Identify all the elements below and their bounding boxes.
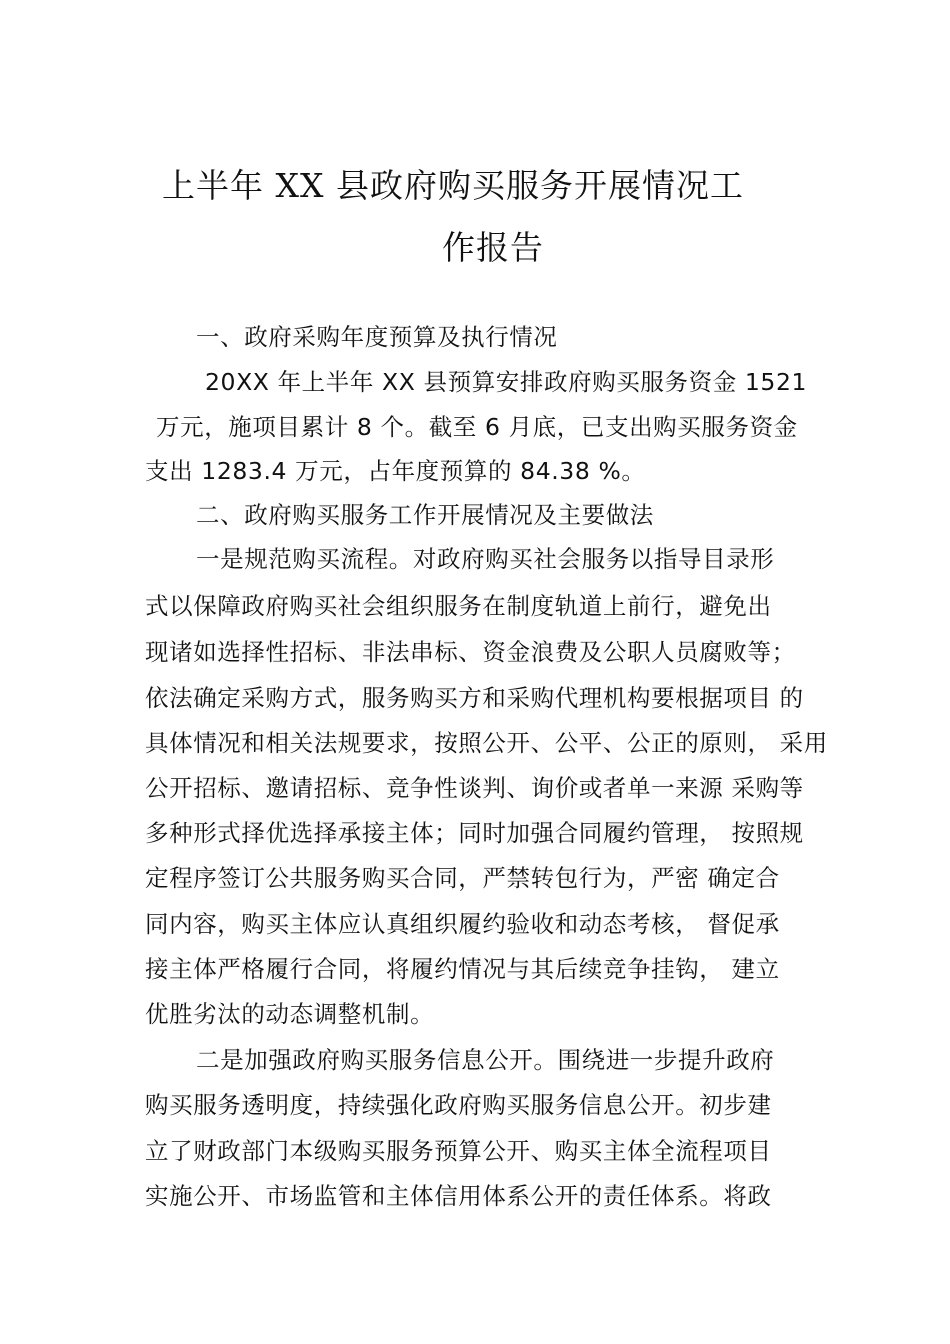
- paragraph-line: 优胜劣汰的动态调整机制。: [145, 1000, 435, 1028]
- document-title-line-2: 作报告: [442, 228, 544, 267]
- paragraph-line: 二是加强政府购买服务信息公开。围绕进一步提升政府: [196, 1046, 775, 1074]
- paragraph-line: 20XX 年上半年 XX 县预算安排政府购买服务资金 1521: [205, 368, 808, 396]
- paragraph-line: 现诸如选择性招标、非法串标、资金浪费及公职人员腐败等；: [145, 638, 796, 666]
- section-heading-budget: 一、政府采购年度预算及执行情况: [196, 323, 558, 351]
- paragraph-line: 定程序签订公共服务购买合同，严禁转包行为，严密 确定合: [145, 864, 780, 892]
- paragraph-line: 依法确定采购方式，服务购买方和采购代理机构要根据项目 的: [145, 684, 804, 712]
- paragraph-line: 式以保障政府购买社会组织服务在制度轨道上前行，避免出: [145, 592, 772, 620]
- section-heading-practices: 二、政府购买服务工作开展情况及主要做法: [196, 501, 654, 529]
- paragraph-line: 接主体严格履行合同，将履约情况与其后续竞争挂钩， 建立: [145, 955, 780, 983]
- paragraph-line: 具体情况和相关法规要求，按照公开、公平、公正的原则， 采用: [145, 729, 828, 757]
- paragraph-line: 购买服务透明度，持续强化政府购买服务信息公开。初步建: [145, 1091, 772, 1119]
- paragraph-line: 万元，施项目累计 8 个。截至 6 月底，已支出购买服务资金: [156, 413, 798, 441]
- paragraph-line: 立了财政部门本级购买服务预算公开、购买主体全流程项目: [145, 1137, 772, 1165]
- paragraph-line: 实施公开、市场监管和主体信用体系公开的责任体系。将政: [145, 1182, 772, 1210]
- paragraph-line: 同内容，购买主体应认真组织履约验收和动态考核， 督促承: [145, 910, 780, 938]
- paragraph-line: 公开招标、邀请招标、竞争性谈判、询价或者单一来源 采购等: [145, 774, 804, 802]
- paragraph-line: 一是规范购买流程。对政府购买社会服务以指导目录形: [196, 545, 775, 573]
- paragraph-line: 多种形式择优选择承接主体；同时加强合同履约管理， 按照规: [145, 819, 804, 847]
- paragraph-line: 支出 1283.4 万元，占年度预算的 84.38 %。: [145, 457, 646, 485]
- document-title-line-1: 上半年 XX 县政府购买服务开展情况工: [162, 166, 744, 205]
